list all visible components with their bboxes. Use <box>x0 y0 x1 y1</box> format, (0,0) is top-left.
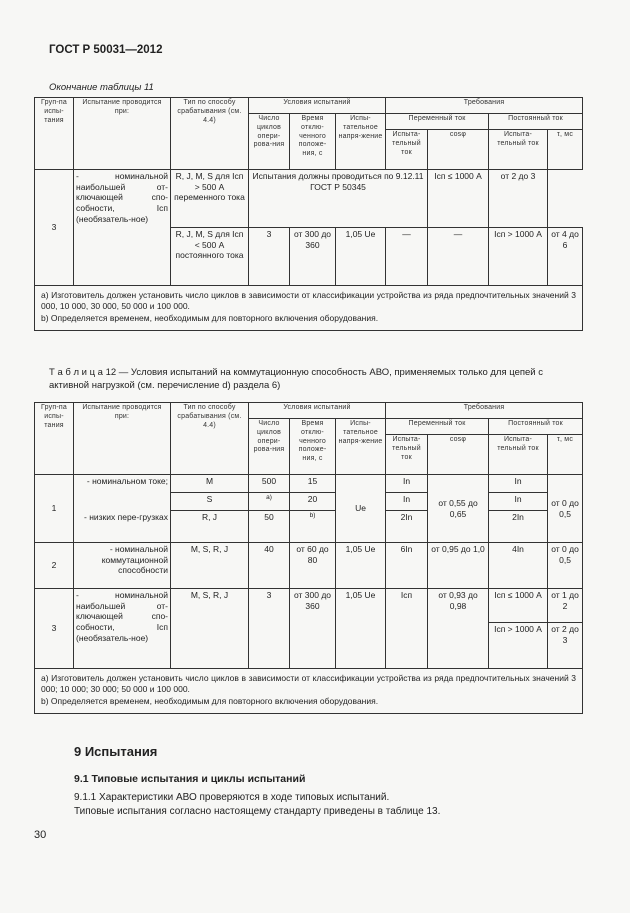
hdr-conditions: Условия испытаний <box>249 98 386 114</box>
voltage-value: 1,05 Ue <box>336 589 386 669</box>
hdr-test: Испытание проводится при: <box>74 98 171 170</box>
dc-current: Iсп ≤ 1000 А <box>428 170 489 228</box>
cycles-value: 3 <box>249 589 290 669</box>
hdr-cycles: Число циклов опери-рова-ния <box>249 419 290 475</box>
footnote-b: b) Определяется временем, необходимым для повторного включения оборудования. <box>41 313 379 324</box>
type-value: R, J <box>171 511 249 543</box>
ac-current: 6In <box>386 543 428 589</box>
test-description: - номинальном токе; <box>74 475 171 511</box>
test-description: - низких пере-грузках <box>74 511 171 543</box>
hdr-tau: τ, мс <box>548 130 583 170</box>
tau-value: от 2 до 3 <box>548 623 583 669</box>
hdr-requirements: Требования <box>386 98 583 114</box>
hdr-voltage: Испы-тательное напря-жение <box>336 114 386 170</box>
cosphi-value: от 0,93 до 0,98 <box>428 589 489 669</box>
dc-current: Iсп ≤ 1000 А <box>489 589 548 623</box>
dc-current: In <box>489 475 548 493</box>
document-id: ГОСТ Р 50031—2012 <box>49 44 163 56</box>
offtime-value: 15 <box>290 475 336 493</box>
dc-current: Iсп > 1000 А <box>489 228 548 286</box>
hdr-dc: Постоянный ток <box>489 419 583 435</box>
hdr-type: Тип по способу срабатывания (см. 4.4) <box>171 403 249 475</box>
offtime-value: b) <box>290 511 336 543</box>
hdr-tau: τ, мс <box>548 435 583 475</box>
hdr-ac-current: Испыта-тельный ток <box>386 435 428 475</box>
ac-current: 2In <box>386 511 428 543</box>
hdr-conditions: Условия испытаний <box>249 403 386 419</box>
offtime-value: от 60 до 80 <box>290 543 336 589</box>
cycles-value: 500 <box>249 475 290 493</box>
type-value: M, S, R, J <box>171 589 249 669</box>
voltage-value: 1,05 Ue <box>336 543 386 589</box>
ac-current: In <box>386 493 428 511</box>
cosphi-value: — <box>428 228 489 286</box>
hdr-requirements: Требования <box>386 403 583 419</box>
hdr-test: Испытание проводится при: <box>74 403 171 475</box>
cosphi-value: от 0,55 до 0,65 <box>428 475 489 543</box>
subsection-heading: 9.1 Типовые испытания и циклы испытаний <box>74 773 306 785</box>
dc-current: Iсп > 1000 А <box>489 623 548 669</box>
offtime-value: 20 <box>290 493 336 511</box>
type-ac: R, J, M, S для Iсп > 500 А переменного тока <box>171 170 249 228</box>
test-description: - номинальной коммутационной способности <box>74 543 171 589</box>
tau-value: от 0 до 0,5 <box>548 475 583 543</box>
tau-value: от 1 до 2 <box>548 589 583 623</box>
test-description: - номинальной наибольшей от-ключающей спо-собности, Iсп (необязатель-ное) <box>74 589 171 669</box>
test-description: - номинальной наибольшей от-ключающей спо-собности, Iсп (необязатель-ное) <box>74 170 171 286</box>
table12-caption: Т а б л и ц а 12 — Условия испытаний на коммутационную способность АВО, применяемых только для цепей с активной нагрузкой (см. перечисление d) раздела 6) <box>49 367 543 391</box>
voltage-value: 1,05 Ue <box>336 228 386 286</box>
table11-caption: Окончание таблицы 11 <box>49 82 154 93</box>
tau-value: от 0 до 0,5 <box>548 543 583 589</box>
hdr-voltage: Испы-тательное напря-жение <box>336 419 386 475</box>
paragraph: 9.1.1 Характеристики АВО проверяются в ходе типовых испытаний. <box>74 792 390 803</box>
ac-current: — <box>386 228 428 286</box>
cycles-value: 50 <box>249 511 290 543</box>
hdr-type: Тип по способу срабатывания (см. 4.4) <box>171 98 249 170</box>
dc-current: In <box>489 493 548 511</box>
type-dc: R, J, M, S для Iсп < 500 А постоянного тока <box>171 228 249 286</box>
hdr-group: Груп-па испы-тания <box>35 98 74 170</box>
hdr-cycles: Число циклов опери-рова-ния <box>249 114 290 170</box>
hdr-ac: Переменный ток <box>386 419 489 435</box>
ac-current: Iсп <box>386 589 428 669</box>
dc-current: 4In <box>489 543 548 589</box>
ac-test-note: Испытания должны проводиться по 9.12.11 ГОСТ Р 50345 <box>249 170 428 228</box>
dc-current: 2In <box>489 511 548 543</box>
voltage-value: Ue <box>336 475 386 543</box>
type-value: M, S, R, J <box>171 543 249 589</box>
footnote-a: a) Изготовитель должен установить число циклов в зависимости от классификации устройства из ряда предпочтительных значений 3 000, 10 000, 30 000, 50 000 и 100 000. <box>41 290 577 311</box>
hdr-dc-current: Испыта-тельный ток <box>489 435 548 475</box>
cosphi-value: от 0,95 до 1,0 <box>428 543 489 589</box>
cycles-value: 3 <box>249 228 290 286</box>
type-value: M <box>171 475 249 493</box>
table-12 <box>34 402 583 714</box>
paragraph: Типовые испытания согласно настоящему стандарту приведены в таблице 13. <box>74 806 441 817</box>
hdr-cosphi: cosφ <box>428 435 489 475</box>
cycles-value: 40 <box>249 543 290 589</box>
offtime-value: от 300 до 360 <box>290 589 336 669</box>
type-value: S <box>171 493 249 511</box>
hdr-ac-current: Испыта-тельный ток <box>386 130 428 170</box>
section-heading: 9 Испытания <box>74 744 158 759</box>
table-11 <box>34 97 583 331</box>
footnote-b: b) Определяется временем, необходимым для повторного включения оборудования. <box>41 696 379 707</box>
ac-current: In <box>386 475 428 493</box>
cycles-value: a) <box>249 493 290 511</box>
offtime-value: от 300 до 360 <box>290 228 336 286</box>
hdr-cosphi: cosφ <box>428 130 489 170</box>
tau-value: от 2 до 3 <box>489 170 548 228</box>
hdr-offtime: Время отклю-ченного положе-ния, с <box>290 114 336 170</box>
group-number: 2 <box>35 543 74 589</box>
hdr-ac: Переменный ток <box>386 114 489 130</box>
hdr-dc: Постоянный ток <box>489 114 583 130</box>
tau-value: от 4 до 6 <box>548 228 583 286</box>
page-number: 30 <box>34 829 47 841</box>
group-number: 3 <box>35 170 74 286</box>
hdr-dc-current: Испыта-тельный ток <box>489 130 548 170</box>
table-notes <box>35 286 583 331</box>
group-number: 3 <box>35 589 74 669</box>
hdr-offtime: Время отклю-ченного положе-ния, с <box>290 419 336 475</box>
table-notes <box>35 669 583 714</box>
group-number: 1 <box>35 475 74 543</box>
footnote-a: a) Изготовитель должен установить число циклов в зависимости от классификации устройства из ряда предпочтительных значений 3 000; 10 000; 30 000; 50 000 и 100 000. <box>41 673 577 694</box>
hdr-group: Груп-па испы-тания <box>35 403 74 475</box>
